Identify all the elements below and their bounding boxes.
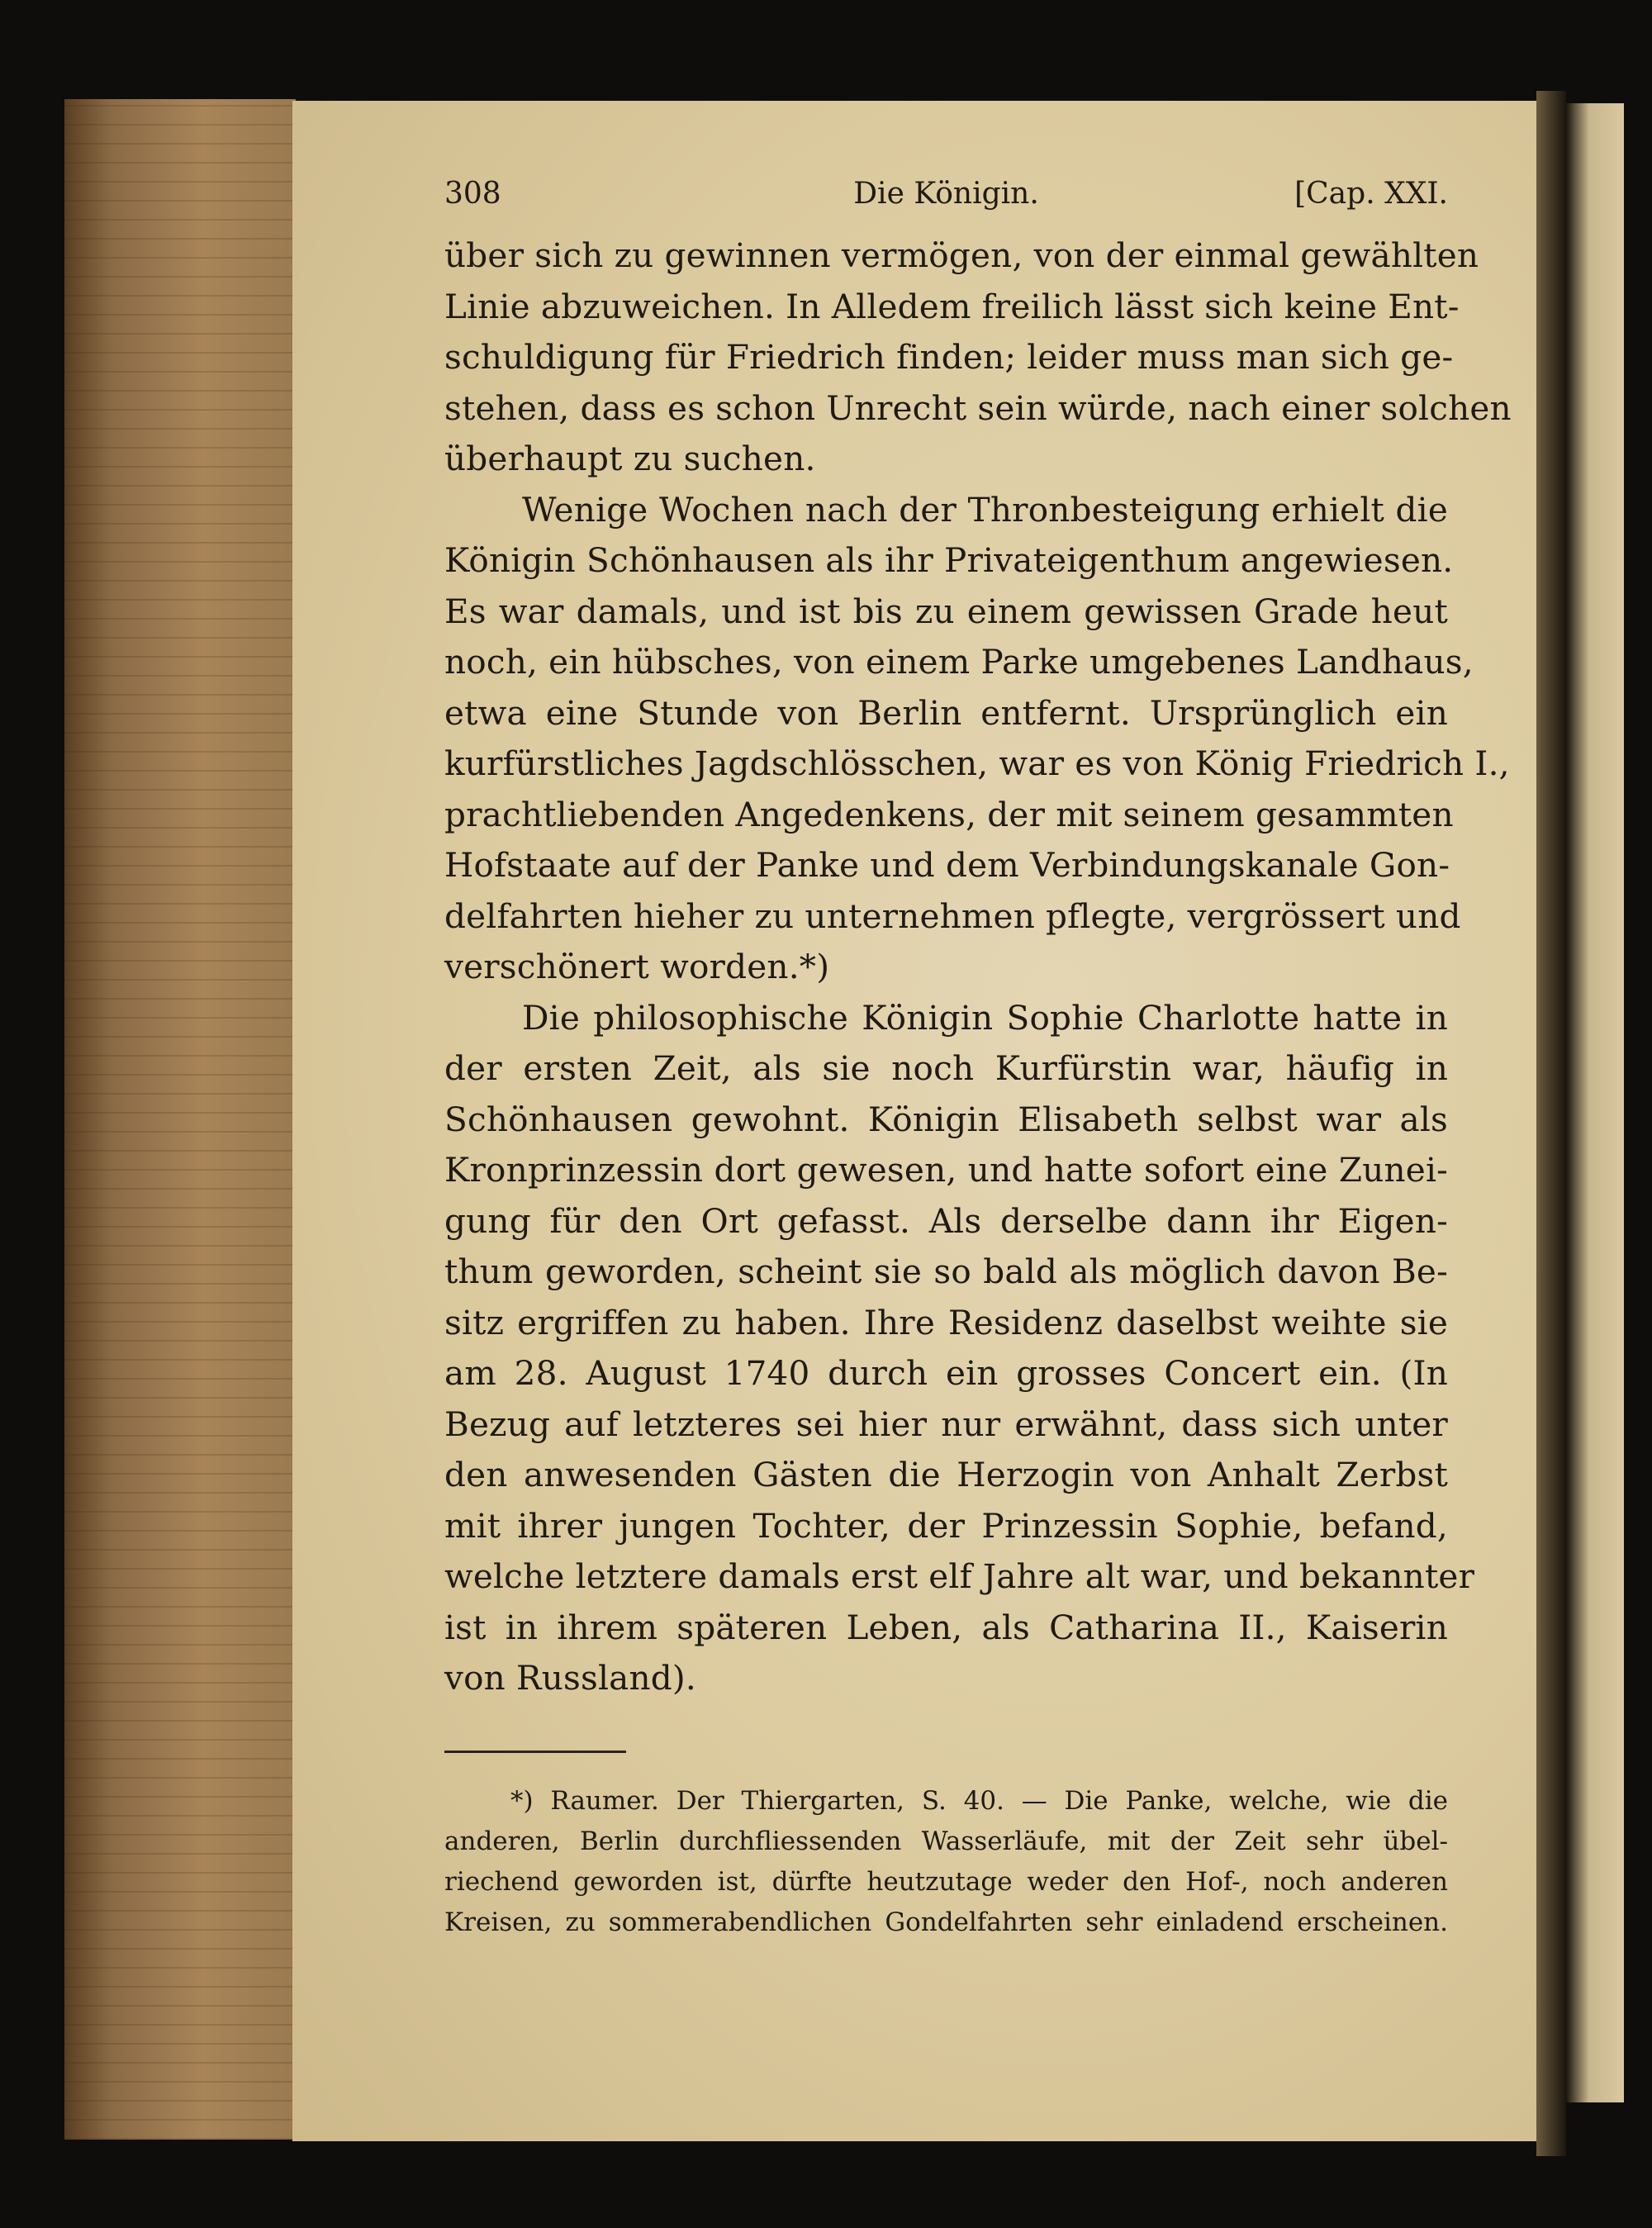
text-line: Linie abzuweichen. In Alledem freilich lässt sich keine Ent- (444, 286, 1460, 326)
text-line: mit ihrer jungen Tochter, der Prinzessin Sophie, befand, (444, 1505, 1448, 1546)
text-line: überhaupt zu suchen. (444, 439, 816, 478)
chapter-label: [Cap. XXI. (1294, 177, 1448, 211)
paragraph-start-line: Wenige Wochen nach der Thronbesteigung erhielt die (522, 489, 1448, 530)
text-line: von Russland). (444, 1658, 696, 1698)
text-line: prachtliebenden Angedenkens, der mit seinem gesammten (444, 794, 1454, 834)
footnote-rule (444, 1751, 626, 1753)
text-line: den anwesenden Gästen die Herzogin von Anhalt Zerbst (444, 1455, 1448, 1494)
paragraph-start-line: Die philosophische Königin Sophie Charlotte hatte in (522, 997, 1448, 1038)
text-line: Hofstaate auf der Panke und dem Verbindungskanale Gon- (444, 845, 1450, 885)
text-line: Bezug auf letzteres sei hier nur erwähnt, dass sich unter (444, 1404, 1448, 1444)
text-line: sitz ergriffen zu haben. Ihre Residenz daselbst weihte sie (444, 1302, 1448, 1342)
text-line: delfahrten hieher zu unternehmen pflegte, vergrössert und (444, 895, 1461, 936)
text-line-with-footnote-marker: verschönert worden.*) (444, 947, 830, 986)
text-line: noch, ein hübsches, von einem Parke umgebenes Landhaus, (444, 642, 1474, 682)
facing-page-edge (1566, 103, 1624, 2102)
text-line: ist in ihrem späteren Leben, als Catharina II., Kaiserin (444, 1607, 1448, 1647)
page-number: 308 (444, 177, 501, 211)
text-line: am 28. August 1740 durch ein grosses Concert ein. (In (444, 1353, 1448, 1393)
footnote-line: *) Raumer. Der Thiergarten, S. 40. — Die Panke, welche, wie die (510, 1785, 1448, 1816)
running-title: Die Königin. (853, 177, 1039, 211)
text-line: stehen, dass es schon Unrecht sein würde, nach einer solchen (444, 387, 1512, 428)
text-line: etwa eine Stunde von Berlin entfernt. Ursprünglich ein (444, 692, 1448, 733)
page-edge-texture (64, 99, 296, 2140)
page-text (444, 169, 1512, 1943)
footnote (444, 1781, 1448, 1943)
text-line: Kronprinzessin dort gewesen, und hatte sofort eine Zunei- (444, 1150, 1448, 1190)
footnote-line: Kreisen, zu sommerabendlichen Gondelfahrten sehr einladend erscheinen. (444, 1907, 1448, 1937)
text-line: welche letztere damals erst elf Jahre alt war, und bekannter (444, 1556, 1475, 1596)
book-gutter (1536, 91, 1566, 2156)
text-line: Es war damals, und ist bis zu einem gewissen Grade heut (444, 591, 1448, 631)
footnote-line: riechend geworden ist, dürfte heutzutage weder den Hof-, noch anderen (444, 1866, 1448, 1897)
body-text (444, 230, 1512, 1704)
text-line: gung für den Ort gefasst. Als derselbe dann ihr Eigen- (444, 1200, 1448, 1241)
text-line: Königin Schönhausen als ihr Privateigenthum angewiesen. (444, 540, 1454, 580)
text-line: der ersten Zeit, als sie noch Kurfürstin war, häufig in (444, 1048, 1448, 1088)
text-line: Schönhausen gewohnt. Königin Elisabeth selbst war als (444, 1099, 1448, 1139)
footnote-line: anderen, Berlin durchfliessenden Wasserläufe, mit der Zeit sehr übel- (444, 1826, 1448, 1856)
text-line: thum geworden, scheint sie so bald als möglich davon Be- (444, 1252, 1448, 1291)
text-line: über sich zu gewinnen vermögen, von der einmal gewählten (444, 235, 1479, 275)
text-line: schuldigung für Friedrich finden; leider muss man sich ge- (444, 337, 1454, 377)
running-head (444, 169, 1448, 219)
text-line: kurfürstliches Jagdschlösschen, war es von König Friedrich I., (444, 743, 1510, 783)
